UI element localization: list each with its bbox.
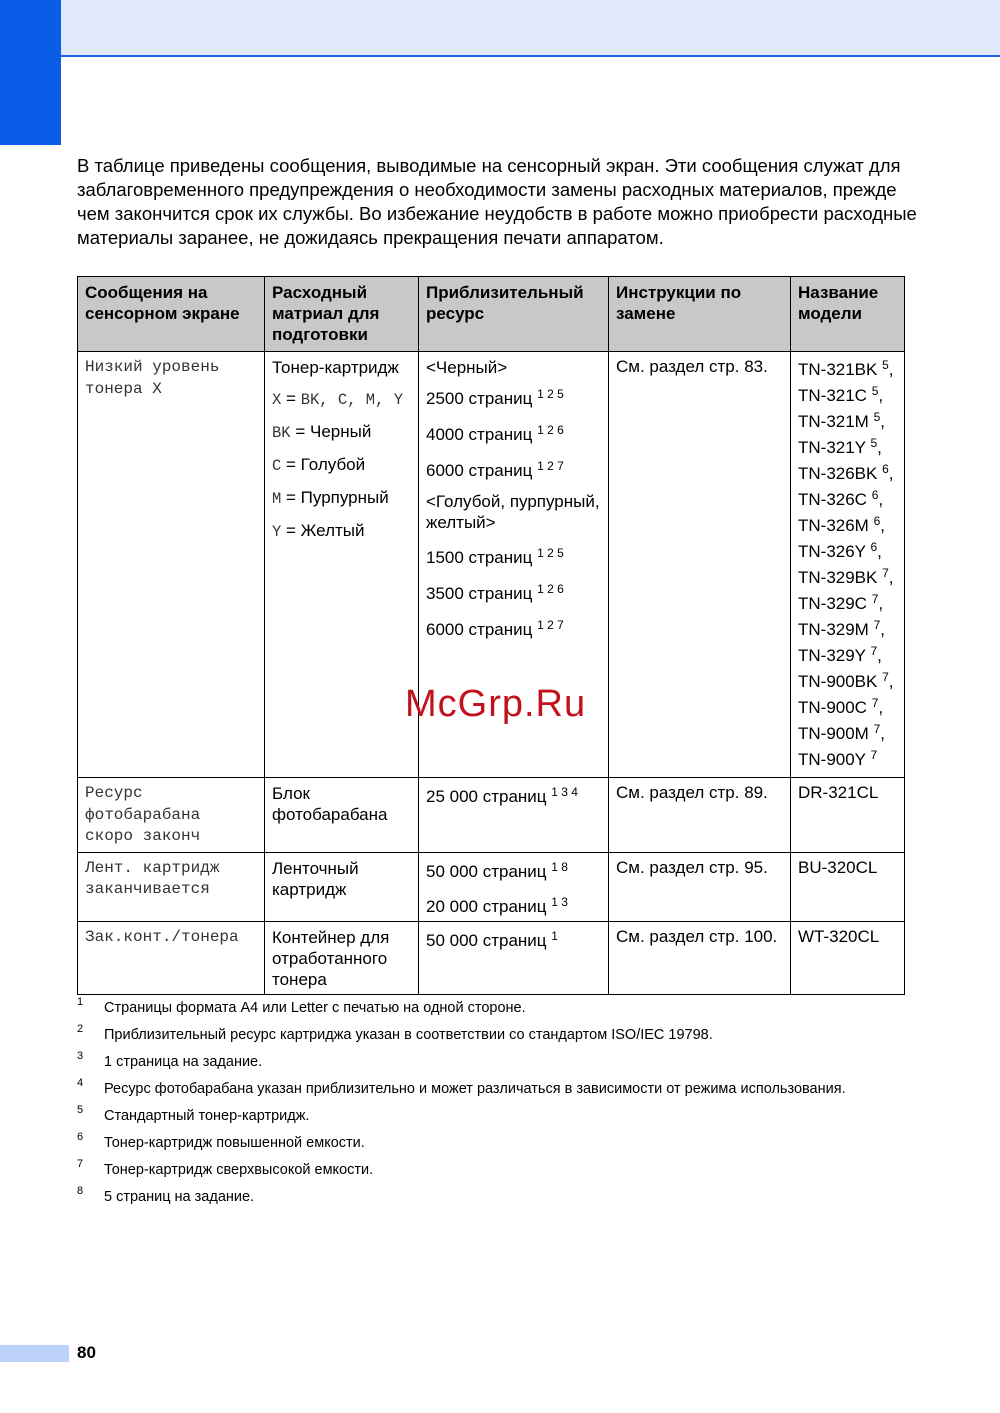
- resource-cell: [419, 778, 609, 853]
- footnote-ref: 6: [871, 488, 879, 502]
- footnote-ref: 7: [871, 696, 879, 710]
- resource-text: 50 000 страниц: [426, 931, 547, 951]
- model-separator: ,: [888, 360, 894, 379]
- resource-cell: [419, 852, 609, 922]
- footnote-ref: 7: [873, 722, 881, 736]
- legend-code: BK: [272, 424, 291, 442]
- footnote-ref: 5: [873, 410, 881, 424]
- model-line: [798, 435, 897, 461]
- col-header-resource: Приблизительный ресурс: [419, 277, 609, 352]
- resource-line: [426, 388, 601, 409]
- legend-line: [272, 454, 411, 477]
- footnote: [77, 1023, 937, 1050]
- footnote-ref: 7: [882, 670, 889, 684]
- table-header-row: [78, 277, 905, 352]
- model-separator: ,: [880, 620, 886, 639]
- model-line: [798, 513, 897, 539]
- model-name: TN-321Y: [798, 438, 866, 457]
- footnote-ref: 1 3: [551, 895, 568, 910]
- table-row: [78, 922, 905, 995]
- footnote-ref: 1 8: [551, 859, 568, 874]
- model-separator: ,: [878, 594, 884, 613]
- footnotes: [77, 996, 937, 1212]
- model-line: [798, 591, 897, 617]
- model-name: TN-900BK: [798, 672, 878, 691]
- table-row: [78, 852, 905, 922]
- model-name: TN-326BK: [798, 464, 878, 483]
- supply-text: Ленточный картридж: [272, 858, 359, 899]
- footnote: [77, 1131, 937, 1158]
- resource-line: [426, 786, 601, 807]
- resource-text: 3500 страниц: [426, 584, 533, 604]
- footnote-ref: 1 2 5: [537, 546, 564, 561]
- instructions-cell: См. раздел стр. 89.: [609, 778, 791, 853]
- instructions-cell: См. раздел стр. 100.: [609, 922, 791, 995]
- resource-line: [426, 460, 601, 481]
- supply-text: Блок фотобарабана: [272, 784, 388, 824]
- intro-paragraph: В таблице приведены сообщения, выводимые на сенсорный экран. Эти сообщения служат для заблаговременного предупреждения о необходимости замены расходных материалов, прежде чем закончится срок их службы. Во избежание неудобств в работе можно приобрести расходные материалы заранее, не дожидаясь прекращения печати аппаратом.: [77, 155, 917, 248]
- page-number-band: [0, 1345, 69, 1362]
- footnote-number: 3: [77, 1050, 84, 1062]
- model-line: [798, 721, 897, 747]
- model-line: [798, 695, 897, 721]
- legend-text: = Желтый: [281, 521, 365, 540]
- model-separator: ,: [888, 672, 894, 691]
- col-header-model: Название модели: [791, 277, 905, 352]
- footnote-text: 5 страниц на задание.: [104, 1189, 255, 1205]
- model-line: [798, 357, 897, 383]
- resource-line: [426, 583, 601, 604]
- resource-line: [426, 491, 601, 533]
- footnote: [77, 1104, 937, 1131]
- model-separator: ,: [878, 698, 884, 717]
- model-line: [798, 617, 897, 643]
- footnote-text: 1 страница на задание.: [104, 1054, 263, 1070]
- message-cell: Лент. картридж заканчивается: [78, 852, 265, 922]
- footnote-ref: 1 2 5: [537, 387, 564, 401]
- model-separator: ,: [877, 438, 882, 457]
- footnote-ref: 5: [871, 384, 879, 398]
- model-separator: ,: [888, 568, 894, 587]
- resource-text: 25 000 страниц: [426, 787, 547, 806]
- footnote-ref: 5: [882, 358, 889, 372]
- model-cell: BU-320CL: [791, 852, 905, 922]
- legend-line: [272, 421, 411, 444]
- instructions-cell: См. раздел стр. 95.: [609, 852, 791, 922]
- model-name: TN-321C: [798, 386, 867, 405]
- resource-text: 20 000 страниц: [426, 897, 547, 917]
- model-line: [798, 643, 897, 669]
- legend-code: BK, C, M, Y: [300, 391, 404, 409]
- resource-text: <Голубой, пурпурный, желтый>: [426, 491, 600, 532]
- model-cell: WT-320CL: [791, 922, 905, 995]
- footnote-ref: 1: [551, 929, 558, 944]
- model-name: TN-900Y: [798, 750, 866, 769]
- resource-line: [426, 547, 601, 568]
- model-line: [798, 539, 897, 565]
- instructions-cell: См. раздел стр. 83.: [609, 352, 791, 778]
- footnote: [77, 1050, 937, 1077]
- footnote-ref: 7: [870, 748, 878, 762]
- footnote-ref: 1 2 7: [537, 617, 564, 632]
- footnote-number: 5: [77, 1104, 84, 1116]
- legend-code: Y: [272, 523, 282, 541]
- footnote-number: 6: [77, 1131, 84, 1143]
- resource-line: [426, 896, 601, 917]
- footnote-text: Приблизительный ресурс картриджа указан в соответствии со стандартом ISO/IEC 19798.: [104, 1027, 713, 1043]
- footnote-text: Ресурс фотобарабана указан приблизительно и может различаться в зависимости от режима использования.: [104, 1081, 846, 1097]
- message-cell: Ресурс фотобарабана скоро законч: [78, 778, 265, 853]
- message-cell: Зак.конт./тонера: [78, 922, 265, 995]
- model-separator: ,: [877, 646, 882, 665]
- col-header-supply: Расходный матриал для подготовки: [265, 277, 419, 352]
- model-separator: ,: [877, 542, 882, 561]
- footnote-ref: 7: [882, 566, 889, 580]
- resource-line: [426, 930, 601, 951]
- legend-line: [272, 388, 411, 411]
- legend-line: [272, 487, 411, 510]
- model-line: [798, 669, 897, 695]
- model-separator: ,: [880, 412, 886, 431]
- message-cell: Низкий уровень тонера X: [78, 352, 265, 778]
- footnote: [77, 1185, 937, 1212]
- model-separator: ,: [880, 724, 886, 743]
- model-cell: DR-321CL: [791, 778, 905, 853]
- footnote-number: 7: [77, 1158, 84, 1170]
- model-name: TN-900M: [798, 724, 869, 743]
- footnote-number: 1: [77, 996, 84, 1008]
- model-name: TN-321M: [798, 412, 869, 431]
- resource-line: [426, 424, 601, 445]
- footnote-number: 8: [77, 1185, 84, 1197]
- model-line: [798, 383, 897, 409]
- model-cell: [791, 352, 905, 778]
- top-header-band: [0, 0, 1000, 57]
- model-name: TN-329Y: [798, 646, 866, 665]
- footnote-ref: 7: [870, 644, 878, 658]
- footnote: [77, 1077, 937, 1104]
- model-line: [798, 461, 897, 487]
- legend-text: = Пурпурный: [281, 488, 389, 507]
- legend-text: = Голубой: [281, 455, 366, 474]
- footnote-ref: 7: [871, 592, 879, 606]
- model-line: [798, 747, 897, 773]
- model-name: TN-329M: [798, 620, 869, 639]
- footnote: [77, 1158, 937, 1185]
- model-separator: ,: [878, 386, 884, 405]
- resource-text: 50 000 страниц: [426, 861, 547, 881]
- footnote-number: 4: [77, 1077, 84, 1089]
- footnote-text: Стандартный тонер-картридж.: [104, 1108, 310, 1124]
- resource-line: [426, 357, 601, 378]
- footnote-ref: 7: [873, 618, 881, 632]
- supply-cell: [265, 852, 419, 922]
- legend-line: [272, 520, 411, 543]
- model-name: TN-326Y: [798, 542, 866, 561]
- legend-code: C: [272, 457, 282, 475]
- supply-text: Контейнер для отработанного тонера: [272, 928, 390, 990]
- footnote-number: 2: [77, 1023, 84, 1035]
- model-separator: ,: [878, 490, 884, 509]
- model-name: TN-329BK: [798, 568, 878, 587]
- model-line: [798, 409, 897, 435]
- supply-cell: [265, 778, 419, 853]
- supply-text: Тонер-картридж: [272, 358, 399, 377]
- model-line: [798, 565, 897, 591]
- supply-cell: [265, 922, 419, 995]
- footnote-text: Тонер-картридж сверхвысокой емкости.: [104, 1162, 374, 1178]
- model-name: TN-326M: [798, 516, 869, 535]
- model-name: TN-321BK: [798, 360, 878, 379]
- legend-text: =: [281, 389, 301, 408]
- legend-code: M: [272, 490, 282, 508]
- col-header-message: Сообщения на сенсорном экране: [78, 277, 265, 352]
- footnote-ref: 1 2 6: [537, 582, 564, 597]
- footnote-ref: 6: [882, 462, 889, 476]
- resource-text: <Черный>: [426, 358, 508, 377]
- footnote: [77, 996, 937, 1023]
- model-name: TN-329C: [798, 594, 867, 613]
- footnote-ref: 1 2 6: [537, 422, 564, 437]
- footnote-text: Тонер-картридж повышенной емкости.: [104, 1135, 365, 1151]
- resource-line: [426, 861, 601, 882]
- resource-text: 4000 страниц: [426, 424, 533, 444]
- footnote-ref: 1 2 7: [537, 458, 564, 473]
- model-name: TN-326C: [798, 490, 867, 509]
- resource-text: 2500 страниц: [426, 389, 533, 408]
- resource-text: 6000 страниц: [426, 460, 533, 480]
- legend-code: X: [272, 391, 282, 409]
- resource-text: 6000 страниц: [426, 619, 533, 639]
- model-separator: ,: [880, 516, 886, 535]
- supplies-table: [77, 276, 905, 995]
- supply-cell: [265, 352, 419, 778]
- footnote-ref: 6: [873, 514, 881, 528]
- resource-line: [426, 619, 601, 640]
- footnote-ref: 5: [870, 436, 878, 450]
- resource-text: 1500 страниц: [426, 548, 533, 568]
- chapter-tab: [0, 0, 61, 145]
- model-line: [798, 487, 897, 513]
- watermark: McGrp.Ru: [405, 683, 587, 725]
- footnote-text: Страницы формата A4 или Letter с печатью на одной стороне.: [104, 1000, 526, 1016]
- legend-text: = Черный: [290, 422, 372, 441]
- model-name: TN-900C: [798, 698, 867, 717]
- page-number: 80: [77, 1343, 96, 1362]
- footnote-ref: 1 3 4: [551, 785, 578, 799]
- footnote-ref: 6: [870, 540, 878, 554]
- col-header-instructions: Инструкции по замене: [609, 277, 791, 352]
- model-separator: ,: [888, 464, 894, 483]
- table-row: [78, 778, 905, 853]
- resource-cell: [419, 922, 609, 995]
